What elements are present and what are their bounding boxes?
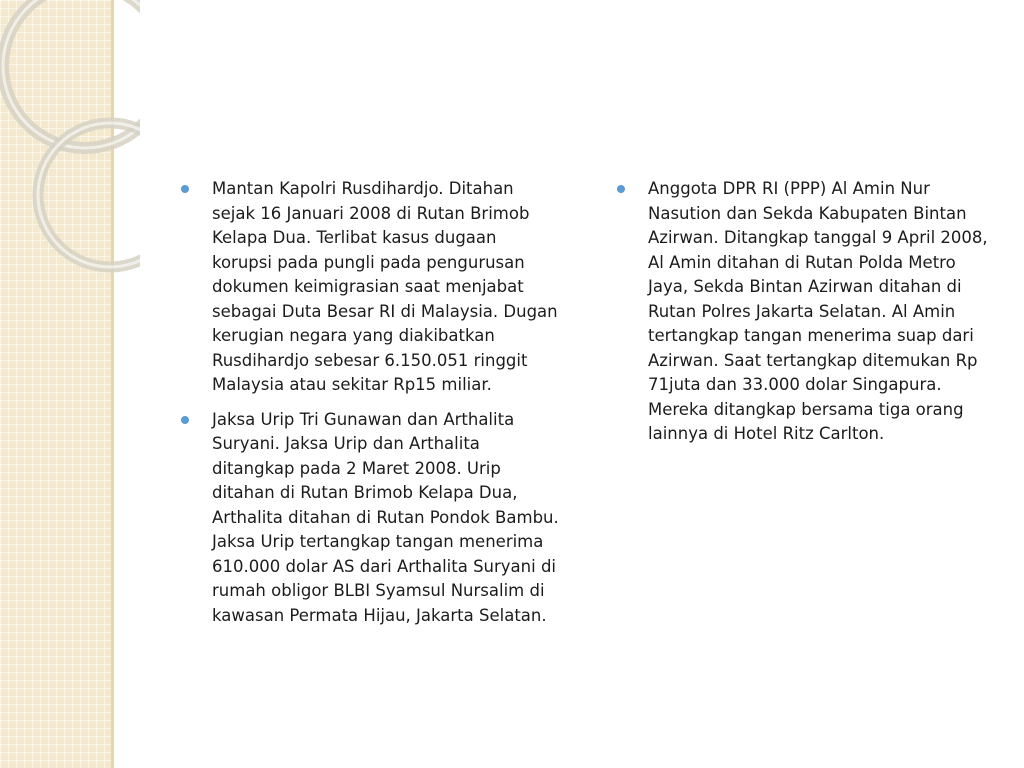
bullet-text: Mantan Kapolri Rusdihardjo. Ditahan sejak 16 Januari 2008 di Rutan Brimob Kelapa Dua. Terlibat kasus dugaan korupsi pada pungli pada pengurusan dokumen keimigrasian saat menjabat sebagai Duta Besar RI di Malaysia. Dugan kerugian negara yang diakibatkan Rusdihardjo sebesar 6.150.051 ringgit Malaysia atau sekitar Rp15 miliar.: [212, 179, 558, 394]
bullet-dot-icon: [181, 416, 189, 424]
bullet-item-urip: [180, 408, 560, 629]
bullet-dot-icon: [617, 185, 625, 193]
right-column: [616, 177, 992, 457]
bullet-text: Anggota DPR RI (PPP) Al Amin Nur Nasution dan Sekda Kabupaten Bintan Azirwan. Ditangkap tanggal 9 April 2008, Al Amin ditahan di Rutan Polda Metro Jaya, Sekda Bintan Azirwan ditahan di Rutan Polres Jakarta Selatan. Al Amin tertangkap tangan menerima suap dari Azirwan. Saat tertangkap ditemukan Rp 71juta dan 33.000 dolar Singapura. Mereka ditangkap bersama tiga orang lainnya di Hotel Ritz Carlton.: [648, 179, 988, 443]
bullet-item-al-amin: [616, 177, 992, 447]
swirl-rings-decoration: [0, 0, 140, 320]
bullet-item-rusdihardjo: [180, 177, 560, 398]
left-bullet-list: [180, 177, 560, 628]
bullet-text: Jaksa Urip Tri Gunawan dan Arthalita Suryani. Jaksa Urip dan Arthalita ditangkap pada 2 Maret 2008. Urip ditahan di Rutan Brimob Kelapa Dua, Arthalita ditahan di Rutan Pondok Bambu. Jaksa Urip tertangkap tangan menerima 610.000 dolar AS dari Arthalita Suryani di rumah obligor BLBI Syamsul Nursalim di kawasan Permata Hijau, Jakarta Selatan.: [212, 409, 559, 625]
right-bullet-list: [616, 177, 992, 447]
bullet-dot-icon: [181, 185, 189, 193]
left-column: [180, 177, 560, 638]
